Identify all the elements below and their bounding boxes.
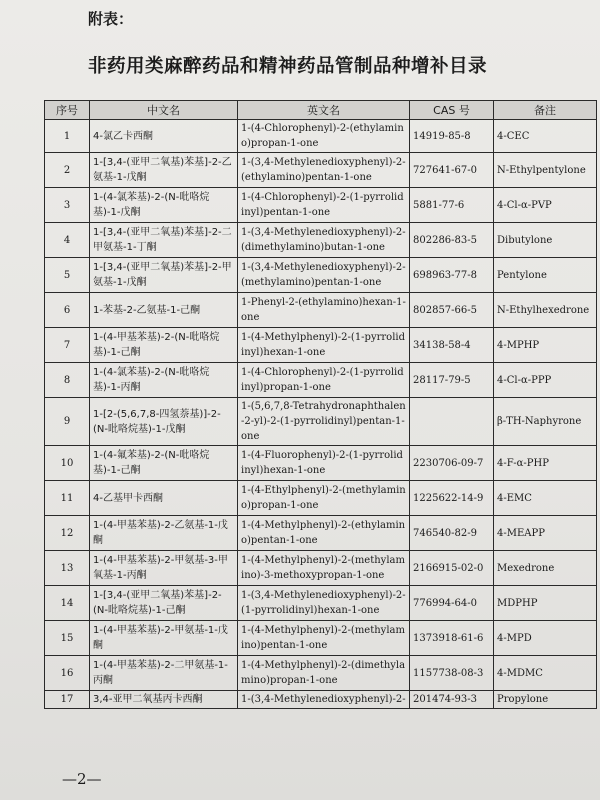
cell-no: 17 (45, 691, 90, 709)
table-row (45, 363, 597, 398)
cell-cn: 3,4-亚甲二氧基丙卡西酮 (90, 691, 238, 709)
cell-cn: 1-(4-甲基苯基)-2-(N-吡咯烷基)-1-己酮 (90, 328, 238, 363)
cell-en: 1-(4-Chlorophenyl)-2-(ethylamino)propan-1-one (238, 120, 410, 153)
cell-no: 14 (45, 586, 90, 621)
cell-note: 4-MDMC (494, 656, 597, 691)
cell-cas: 776994-64-0 (410, 586, 494, 621)
cell-en: 1-(4-Methylphenyl)-2-(methylamino)-3-methoxypropan-1-one (238, 551, 410, 586)
table-row (45, 188, 597, 223)
cell-en: 1-(4-Methylphenyl)-2-(ethylamino)pentan-1-one (238, 516, 410, 551)
table-row (45, 481, 597, 516)
cell-cas: 698963-77-8 (410, 258, 494, 293)
table-row (45, 223, 597, 258)
cell-no: 3 (45, 188, 90, 223)
cell-no: 4 (45, 223, 90, 258)
cell-cn: 1-(4-甲基苯基)-2-二甲氨基-1-丙酮 (90, 656, 238, 691)
column-header-cn: 中文名 (90, 101, 238, 120)
cell-cn: 1-[2-(5,6,7,8-四氢萘基)]-2-(N-吡咯烷基)-1-戊酮 (90, 398, 238, 446)
cell-no: 10 (45, 446, 90, 481)
cell-en: 1-(4-Ethylphenyl)-2-(methylamino)propan-1-one (238, 481, 410, 516)
cell-no: 9 (45, 398, 90, 446)
cell-cas: 746540-82-9 (410, 516, 494, 551)
table-row (45, 691, 597, 709)
table-row (45, 551, 597, 586)
cell-no: 8 (45, 363, 90, 398)
column-header-no: 序号 (45, 101, 90, 120)
cell-cn: 1-(4-氯苯基)-2-(N-吡咯烷基)-1-戊酮 (90, 188, 238, 223)
cell-en: 1-Phenyl-2-(ethylamino)hexan-1-one (238, 293, 410, 328)
cell-en: 1-(4-Methylphenyl)-2-(1-pyrrolidinyl)hexan-1-one (238, 328, 410, 363)
cell-en: 1-(4-Fluorophenyl)-2-(1-pyrrolidinyl)hexan-1-one (238, 446, 410, 481)
cell-note: 4-EMC (494, 481, 597, 516)
cell-note: 4-Cl-α-PPP (494, 363, 597, 398)
cell-cn: 1-(4-甲基苯基)-2-甲氨基-1-戊酮 (90, 621, 238, 656)
cell-en: 1-(3,4-Methylenedioxyphenyl)-2-(dimethylamino)butan-1-one (238, 223, 410, 258)
cell-cas: 1373918-61-6 (410, 621, 494, 656)
cell-note: N-Ethylpentylone (494, 153, 597, 188)
cell-cas: 802286-83-5 (410, 223, 494, 258)
cell-en: 1-(4-Chlorophenyl)-2-(1-pyrrolidinyl)pentan-1-one (238, 188, 410, 223)
cell-cas: 14919-85-8 (410, 120, 494, 153)
cell-no: 5 (45, 258, 90, 293)
cell-cn: 1-苯基-2-乙氨基-1-己酮 (90, 293, 238, 328)
table-row (45, 621, 597, 656)
table-row (45, 293, 597, 328)
cell-cn: 1-[3,4-(亚甲二氧基)苯基]-2-(N-吡咯烷基)-1-己酮 (90, 586, 238, 621)
table-row (45, 586, 597, 621)
cell-cn: 1-(4-甲基苯基)-2-甲氨基-3-甲氧基-1-丙酮 (90, 551, 238, 586)
column-header-en: 英文名 (238, 101, 410, 120)
cell-cas (410, 398, 494, 446)
cell-cn: 1-[3,4-(亚甲二氧基)苯基]-2-乙氨基-1-戊酮 (90, 153, 238, 188)
table-row (45, 516, 597, 551)
cell-en: 1-(4-Methylphenyl)-2-(dimethylamino)propan-1-one (238, 656, 410, 691)
cell-cas: 1225622-14-9 (410, 481, 494, 516)
table-row (45, 120, 597, 153)
cell-no: 16 (45, 656, 90, 691)
cell-cas: 2230706-09-7 (410, 446, 494, 481)
cell-no: 11 (45, 481, 90, 516)
table-row (45, 398, 597, 446)
cell-cas: 5881-77-6 (410, 188, 494, 223)
cell-no: 1 (45, 120, 90, 153)
cell-note: Propylone (494, 691, 597, 709)
cell-no: 12 (45, 516, 90, 551)
attachment-label: 附表： (88, 10, 134, 28)
table-row (45, 446, 597, 481)
cell-en: 1-(3,4-Methylenedioxyphenyl)-2-(methylamino)pentan-1-one (238, 258, 410, 293)
cell-note: MDPHP (494, 586, 597, 621)
cell-note: 4-MEAPP (494, 516, 597, 551)
catalog-table (44, 100, 597, 709)
cell-note: Mexedrone (494, 551, 597, 586)
column-header-cas: CAS 号 (410, 101, 494, 120)
cell-en: 1-(4-Methylphenyl)-2-(methylamino)pentan-1-one (238, 621, 410, 656)
cell-cn: 1-(4-氟苯基)-2-(N-吡咯烷基)-1-己酮 (90, 446, 238, 481)
cell-en: 1-(3,4-Methylenedioxyphenyl)-2-(1-pyrrolidinyl)hexan-1-one (238, 586, 410, 621)
cell-note: β-TH-Naphyrone (494, 398, 597, 446)
page-number: —2— (62, 770, 102, 788)
cell-no: 13 (45, 551, 90, 586)
cell-cn: 1-(4-甲基苯基)-2-乙氨基-1-戊酮 (90, 516, 238, 551)
cell-note: Pentylone (494, 258, 597, 293)
cell-note: 4-F-α-PHP (494, 446, 597, 481)
table-row (45, 258, 597, 293)
cell-note: 4-MPHP (494, 328, 597, 363)
cell-note: Dibutylone (494, 223, 597, 258)
cell-en: 1-(3,4-Methylenedioxyphenyl)-2-(ethylamino)pentan-1-one (238, 153, 410, 188)
cell-note: 4-Cl-α-PVP (494, 188, 597, 223)
cell-no: 15 (45, 621, 90, 656)
cell-no: 6 (45, 293, 90, 328)
cell-note: N-Ethylhexedrone (494, 293, 597, 328)
table-header-row (45, 101, 597, 120)
cell-cn: 4-氯乙卡西酮 (90, 120, 238, 153)
table-row (45, 328, 597, 363)
cell-en: 1-(5,6,7,8-Tetrahydronaphthalen-2-yl)-2-(1-pyrrolidinyl)pentan-1-one (238, 398, 410, 446)
table-row (45, 656, 597, 691)
cell-no: 2 (45, 153, 90, 188)
page-title: 非药用类麻醉药品和精神药品管制品种增补目录 (88, 56, 488, 77)
cell-note: 4-MPD (494, 621, 597, 656)
cell-cas: 28117-79-5 (410, 363, 494, 398)
cell-cas: 1157738-08-3 (410, 656, 494, 691)
cell-en: 1-(4-Chlorophenyl)-2-(1-pyrrolidinyl)propan-1-one (238, 363, 410, 398)
cell-en: 1-(3,4-Methylenedioxyphenyl)-2- (238, 691, 410, 709)
cell-cn: 1-[3,4-(亚甲二氧基)苯基]-2-二甲氨基-1-丁酮 (90, 223, 238, 258)
cell-cas: 727641-67-0 (410, 153, 494, 188)
cell-cas: 201474-93-3 (410, 691, 494, 709)
table-row (45, 153, 597, 188)
cell-cas: 802857-66-5 (410, 293, 494, 328)
cell-no: 7 (45, 328, 90, 363)
cell-cas: 34138-58-4 (410, 328, 494, 363)
cell-cas: 2166915-02-0 (410, 551, 494, 586)
cell-cn: 1-(4-氯苯基)-2-(N-吡咯烷基)-1-丙酮 (90, 363, 238, 398)
cell-cn: 1-[3,4-(亚甲二氧基)苯基]-2-甲氨基-1-戊酮 (90, 258, 238, 293)
cell-note: 4-CEC (494, 120, 597, 153)
column-header-note: 备注 (494, 101, 597, 120)
cell-cn: 4-乙基甲卡西酮 (90, 481, 238, 516)
